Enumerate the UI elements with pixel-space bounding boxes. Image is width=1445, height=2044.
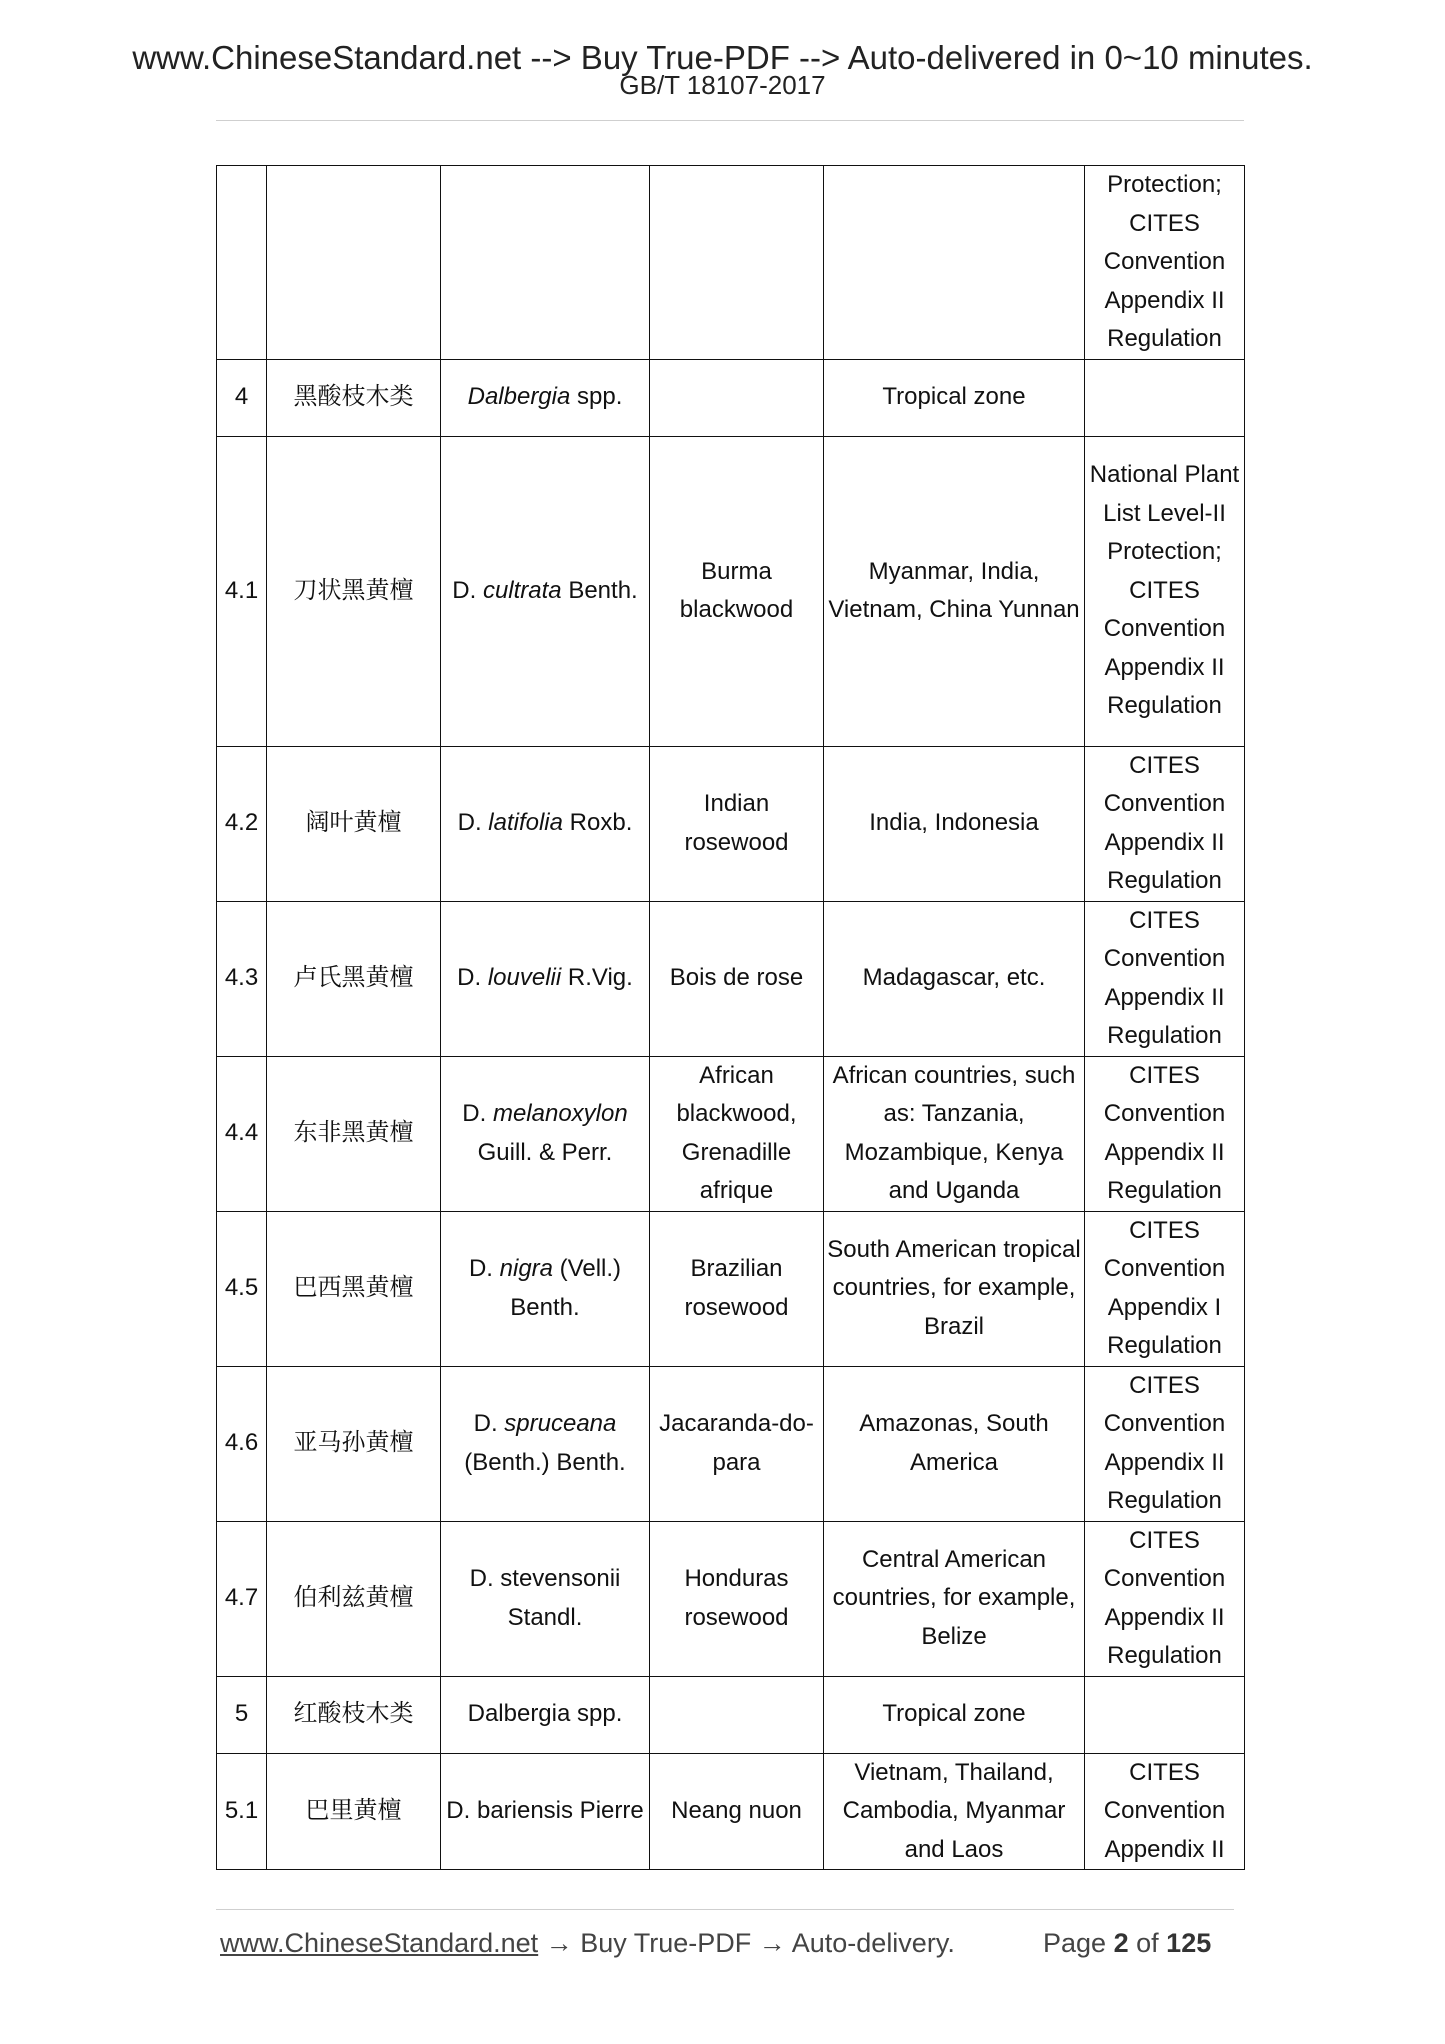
cell-protection: CITES Convention Appendix I Regulation bbox=[1085, 1211, 1245, 1366]
cell-protection: CITES Convention Appendix II Regulation bbox=[1085, 1521, 1245, 1676]
page-of: of bbox=[1136, 1928, 1159, 1958]
cell-latin-name: D. melanoxylon Guill. & Perr. bbox=[441, 1056, 650, 1211]
cell-latin-name: Dalbergia spp. bbox=[441, 1676, 650, 1753]
page-total: 125 bbox=[1166, 1928, 1212, 1958]
table-row bbox=[217, 1211, 1245, 1366]
cell-origin: Tropical zone bbox=[824, 1676, 1085, 1753]
header-banner: www.ChineseStandard.net --> Buy True-PDF --> Auto-delivered in 0~10 minutes. bbox=[132, 39, 1313, 76]
cell-protection: CITES Convention Appendix II bbox=[1085, 1753, 1245, 1870]
footer-divider bbox=[216, 1909, 1234, 1910]
cell-chinese-name bbox=[267, 166, 441, 360]
cell-chinese-name: 东非黑黄檀 bbox=[267, 1056, 441, 1211]
cell-no: 5 bbox=[217, 1676, 267, 1753]
cell-latin-name: D. bariensis Pierre bbox=[441, 1753, 650, 1870]
cell-origin: Tropical zone bbox=[824, 359, 1085, 436]
table-row bbox=[217, 746, 1245, 901]
species-table bbox=[216, 165, 1245, 1870]
cell-trade-name bbox=[650, 359, 824, 436]
table-row bbox=[217, 1676, 1245, 1753]
cell-protection: CITES Convention Appendix II Regulation bbox=[1085, 1366, 1245, 1521]
cell-latin-name: Dalbergia spp. bbox=[441, 359, 650, 436]
cell-chinese-name: 阔叶黄檀 bbox=[267, 746, 441, 901]
cell-no: 4.6 bbox=[217, 1366, 267, 1521]
cell-protection: National Plant List Level-II Protection; CITES Convention Appendix II Regulation bbox=[1085, 436, 1245, 746]
cell-origin: Myanmar, India, Vietnam, China Yunnan bbox=[824, 436, 1085, 746]
table-row bbox=[217, 901, 1245, 1056]
header-divider bbox=[216, 120, 1244, 121]
cell-origin: Madagascar, etc. bbox=[824, 901, 1085, 1056]
cell-trade-name: Indian rosewood bbox=[650, 746, 824, 901]
cell-trade-name: Brazilian rosewood bbox=[650, 1211, 824, 1366]
cell-trade-name: Bois de rose bbox=[650, 901, 824, 1056]
footer-site-link[interactable]: www.ChineseStandard.net bbox=[220, 1928, 539, 1958]
footer-promo bbox=[220, 1926, 955, 1960]
cell-origin: South American tropical countries, for example, Brazil bbox=[824, 1211, 1085, 1366]
cell-trade-name: African blackwood, Grenadille afrique bbox=[650, 1056, 824, 1211]
cell-latin-name: D. stevensonii Standl. bbox=[441, 1521, 650, 1676]
cell-protection bbox=[1085, 359, 1245, 436]
page-label: Page bbox=[1043, 1928, 1107, 1958]
table-row bbox=[217, 436, 1245, 746]
cell-protection bbox=[1085, 1676, 1245, 1753]
cell-trade-name: Honduras rosewood bbox=[650, 1521, 824, 1676]
page-current: 2 bbox=[1113, 1928, 1129, 1958]
cell-latin-name: D. cultrata Benth. bbox=[441, 436, 650, 746]
cell-no: 4.1 bbox=[217, 436, 267, 746]
cell-chinese-name: 红酸枝木类 bbox=[267, 1676, 441, 1753]
cell-latin-name: D. latifolia Roxb. bbox=[441, 746, 650, 901]
cell-no: 5.1 bbox=[217, 1753, 267, 1870]
cell-chinese-name: 刀状黑黄檀 bbox=[267, 436, 441, 746]
table-row bbox=[217, 359, 1245, 436]
cell-no: 4.2 bbox=[217, 746, 267, 901]
cell-chinese-name: 巴西黑黄檀 bbox=[267, 1211, 441, 1366]
cell-protection: CITES Convention Appendix II Regulation bbox=[1085, 1056, 1245, 1211]
cell-origin: Vietnam, Thailand, Cambodia, Myanmar and Laos bbox=[824, 1753, 1085, 1870]
cell-latin-name: D. louvelii R.Vig. bbox=[441, 901, 650, 1056]
cell-no: 4.5 bbox=[217, 1211, 267, 1366]
page-indicator bbox=[1043, 1926, 1211, 1960]
cell-trade-name bbox=[650, 166, 824, 360]
standard-number: GB/T 18107-2017 bbox=[619, 70, 826, 100]
cell-trade-name bbox=[650, 1676, 824, 1753]
cell-origin: African countries, such as: Tanzania, Mozambique, Kenya and Uganda bbox=[824, 1056, 1085, 1211]
cell-protection: CITES Convention Appendix II Regulation bbox=[1085, 746, 1245, 901]
table-row bbox=[217, 1056, 1245, 1211]
cell-protection: CITES Convention Appendix II Regulation bbox=[1085, 901, 1245, 1056]
cell-chinese-name: 卢氏黑黄檀 bbox=[267, 901, 441, 1056]
cell-origin bbox=[824, 166, 1085, 360]
table-row bbox=[217, 1753, 1245, 1870]
cell-latin-name: D. spruceana (Benth.) Benth. bbox=[441, 1366, 650, 1521]
cell-origin: India, Indonesia bbox=[824, 746, 1085, 901]
cell-no: 4 bbox=[217, 359, 267, 436]
cell-no bbox=[217, 166, 267, 360]
cell-no: 4.3 bbox=[217, 901, 267, 1056]
cell-chinese-name: 巴里黄檀 bbox=[267, 1753, 441, 1870]
cell-latin-name bbox=[441, 166, 650, 360]
cell-chinese-name: 亚马孙黄檀 bbox=[267, 1366, 441, 1521]
cell-no: 4.4 bbox=[217, 1056, 267, 1211]
cell-trade-name: Burma blackwood bbox=[650, 436, 824, 746]
cell-latin-name: D. nigra (Vell.) Benth. bbox=[441, 1211, 650, 1366]
table-row bbox=[217, 166, 1245, 360]
cell-trade-name: Jacaranda-do-para bbox=[650, 1366, 824, 1521]
table-row bbox=[217, 1366, 1245, 1521]
cell-chinese-name: 伯利兹黄檀 bbox=[267, 1521, 441, 1676]
cell-protection: Protection; CITES Convention Appendix II Regulation bbox=[1085, 166, 1245, 360]
footer-promo-text: → Buy True-PDF → Auto-delivery. bbox=[538, 1928, 955, 1958]
cell-origin: Central American countries, for example, Belize bbox=[824, 1521, 1085, 1676]
table-row bbox=[217, 1521, 1245, 1676]
cell-chinese-name: 黑酸枝木类 bbox=[267, 359, 441, 436]
cell-no: 4.7 bbox=[217, 1521, 267, 1676]
cell-origin: Amazonas, South America bbox=[824, 1366, 1085, 1521]
cell-trade-name: Neang nuon bbox=[650, 1753, 824, 1870]
